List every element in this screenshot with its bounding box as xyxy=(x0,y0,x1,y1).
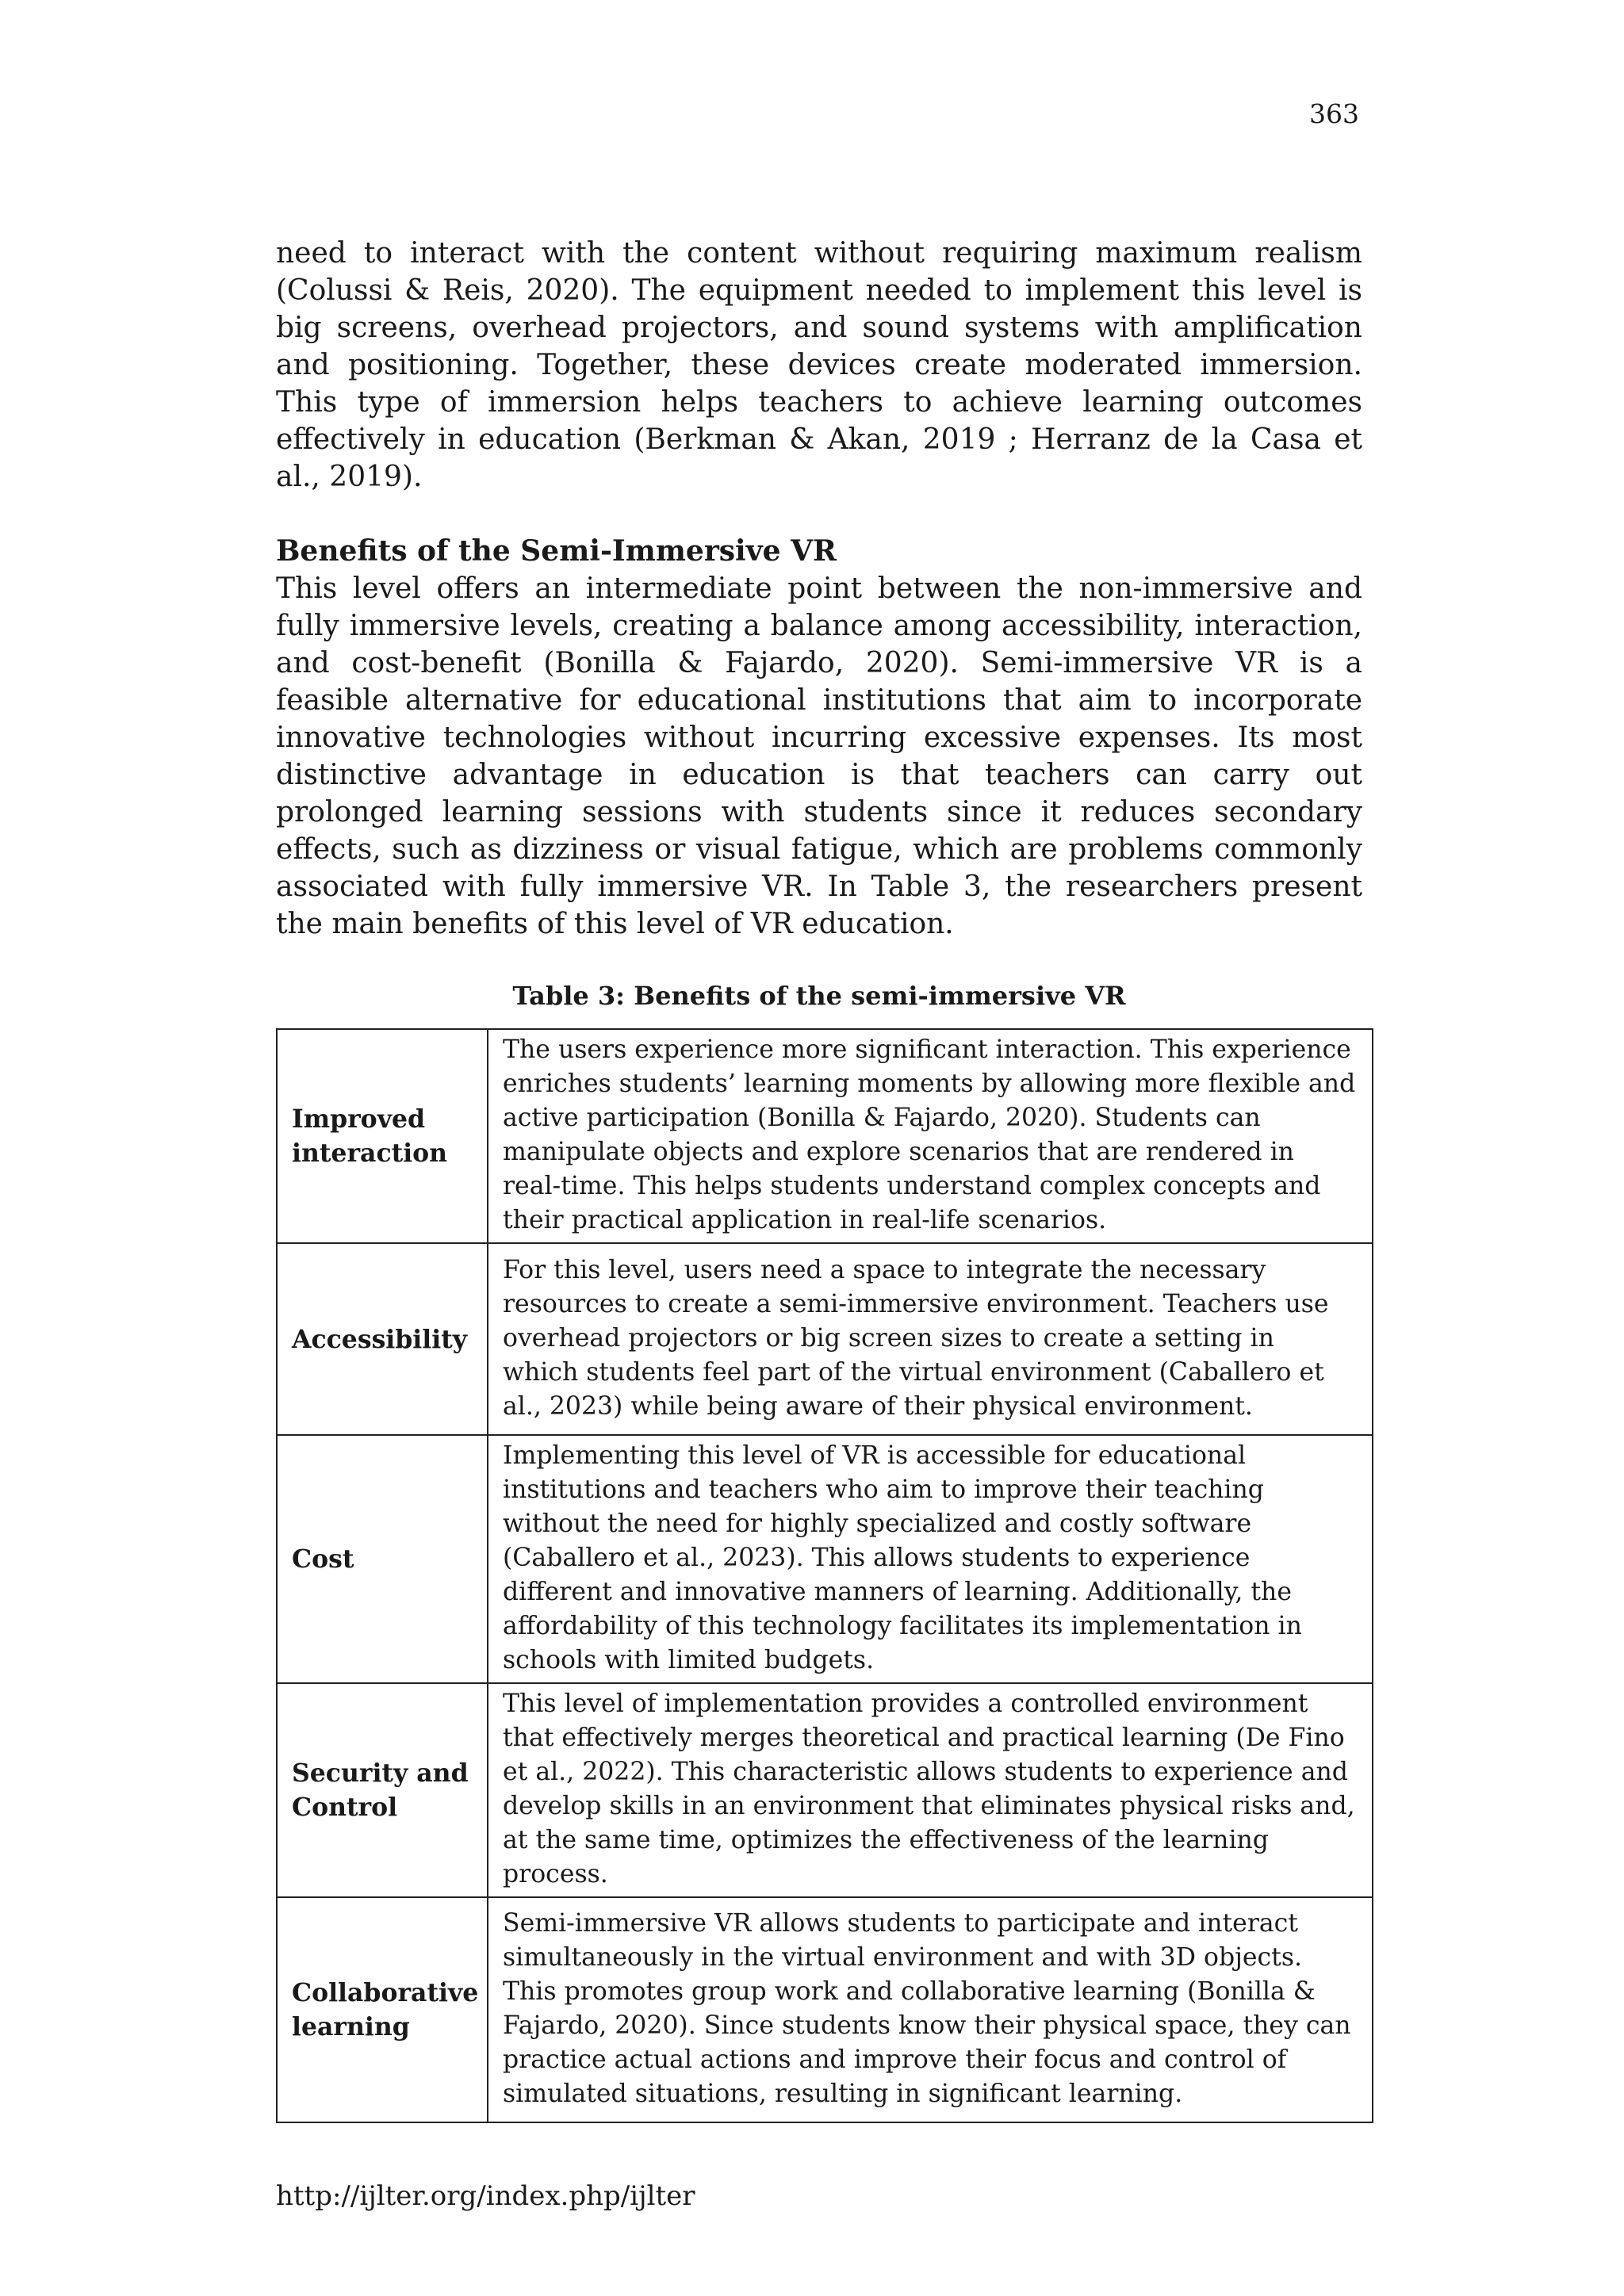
benefits-table xyxy=(276,1028,1373,2123)
row-description: Semi-immersive VR allows students to participate and interact simultaneously in the virtual environment and with 3D objects. This promotes group work and collaborative learning (Bonilla & Fajardo, 2020). Since students know their physical space, they can practice actual actions and improve their focus and control of simulated situations, resulting in significant learning. xyxy=(488,1897,1373,2122)
page-number: 363 xyxy=(1309,98,1359,129)
intro-paragraph: need to interact with the content without requiring maximum realism (Colussi & Reis, 2020). The equipment needed to implement this level is big screens, overhead projectors, and sound systems with amplification and positioning. Together, these devices create moderated immersion. This type of immersion helps teachers to achieve learning outcomes effectively in education (Berkman & Akan, 2019 ; Herranz de la Casa et al., 2019). xyxy=(276,237,1362,493)
table-row xyxy=(277,1243,1373,1435)
row-label: Improved interaction xyxy=(277,1029,488,1243)
row-description: For this level, users need a space to integrate the necessary resources to create a semi-immersive environment. Teachers use overhead projectors or big screen sizes to create a setting in which students feel part of the virtual environment (Caballero et al., 2023) while being aware of their physical environment. xyxy=(488,1243,1373,1435)
row-label: Security and Control xyxy=(277,1683,488,1897)
row-label: Collaborative learning xyxy=(277,1897,488,2122)
page-body xyxy=(276,235,1362,2123)
table-caption: Table 3: Benefits of the semi-immersive VR xyxy=(512,981,1126,1011)
row-description: Implementing this level of VR is accessible for educational institutions and teachers who aim to improve their teaching without the need for highly specialized and costly software (Caballero et al., 2023). This allows students to experience different and innovative manners of learning. Additionally, the affordability of this technology facilitates its implementation in schools with limited budgets. xyxy=(488,1435,1373,1683)
table-row xyxy=(277,1897,1373,2122)
row-description: The users experience more significant interaction. This experience enriches students’ learning moments by allowing more flexible and active participation (Bonilla & Fajardo, 2020). Students can manipulate objects and explore scenarios that are rendered in real-time. This helps students understand complex concepts and their practical application in real-life scenarios. xyxy=(488,1029,1373,1243)
table-row xyxy=(277,1435,1373,1683)
footer-url: http://ijlter.org/index.php/ijlter xyxy=(276,2180,695,2212)
section-paragraph: This level offers an intermediate point between the non-immersive and fully immersive levels, creating a balance among accessibility, interaction, and cost-benefit (Bonilla & Fajardo, 2020). Semi-immersive VR is a feasible alternative for educational institutions that aim to incorporate innovative technologies without incurring excessive expenses. Its most distinctive advantage in education is that teachers can carry out prolonged learning sessions with students since it reduces secondary effects, such as dizziness or visual fatigue, which are problems commonly associated with fully immersive VR. In Table 3, the researchers present the main benefits of this level of VR education. xyxy=(276,572,1362,940)
table-row xyxy=(277,1029,1373,1243)
section-heading: Benefits of the Semi-Immersive VR xyxy=(276,534,837,568)
row-label: Accessibility xyxy=(277,1243,488,1435)
table-row xyxy=(277,1683,1373,1897)
row-label: Cost xyxy=(277,1435,488,1683)
row-description: This level of implementation provides a controlled environment that effectively merges theoretical and practical learning (De Fino et al., 2022). This characteristic allows students to experience and develop skills in an environment that eliminates physical risks and, at the same time, optimizes the effectiveness of the learning process. xyxy=(488,1683,1373,1897)
